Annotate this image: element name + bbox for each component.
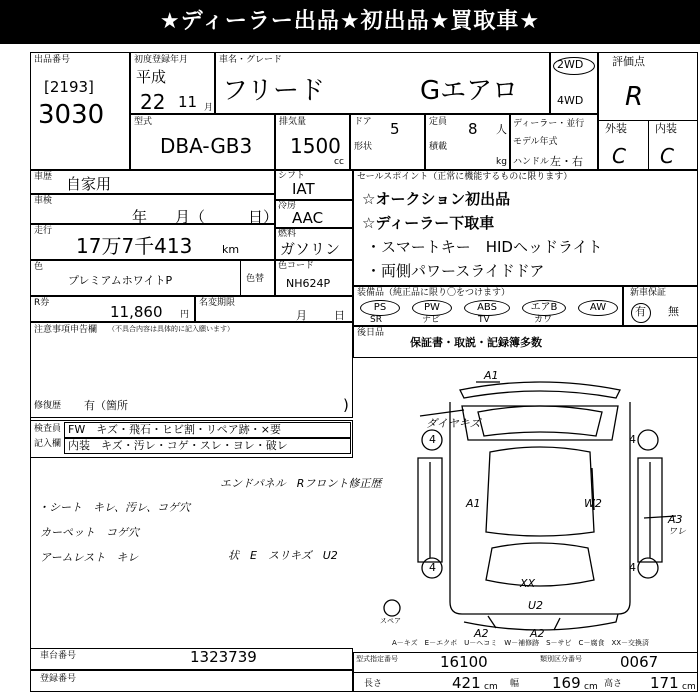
diagram-a1-top: A1 <box>484 369 499 382</box>
repair-label: 修復歴 <box>34 401 62 411</box>
fuel-label: 燃料 <box>278 229 297 239</box>
sales-point-1: ☆オークション初出品 <box>362 190 511 208</box>
ac-value: AAC <box>292 209 324 227</box>
chassis-label: 車台番号 <box>40 651 77 661</box>
newcar-yes: 有 <box>635 305 646 318</box>
equip-label: 装備品（純正品に限り〇をつけます） <box>357 288 511 298</box>
name-change-day: 日 <box>334 309 345 322</box>
sales-point-4: ・両側パワースライドドア <box>366 262 545 280</box>
capacity-value: 8 <box>468 120 478 138</box>
height-value: 171 <box>650 674 679 692</box>
equip-aw: AW <box>578 300 618 316</box>
lot-number: 3030 <box>38 100 105 130</box>
mileage-label: 走行 <box>34 226 53 236</box>
score-ext: C <box>612 144 626 168</box>
model-name: フリード <box>222 76 325 106</box>
equip-sr: SR <box>370 315 382 325</box>
drive-2wd: 2WD <box>557 58 584 71</box>
name-change-label: 名変期限 <box>199 298 236 308</box>
height-unit: cm <box>682 682 696 692</box>
newcar-no: 無 <box>668 305 679 318</box>
shape-label: 形状 <box>354 142 373 152</box>
load-unit: kg <box>496 157 507 167</box>
displacement-unit: cc <box>334 157 344 167</box>
diagram-wr: ワレ <box>668 527 687 537</box>
reg-year: 22 <box>140 90 166 114</box>
class-num-value: 0067 <box>620 653 659 671</box>
type-label: 型式 <box>134 117 153 127</box>
diagram-u2: U2 <box>528 599 544 612</box>
diagram-a2-right: A2 <box>530 627 545 640</box>
equip-pw: PW <box>412 300 452 316</box>
rear-value: 保証書・取説・記録簿多数 <box>410 336 542 349</box>
repair-value: 有（箇所 <box>84 399 128 412</box>
tire-rl: 4 <box>429 561 436 574</box>
length-unit: cm <box>484 682 498 692</box>
reg-month: 11 <box>178 93 198 111</box>
score-value: R <box>625 82 644 112</box>
drive-4wd: 4WD <box>557 94 584 107</box>
model-year-label: モデル年式 <box>513 137 558 147</box>
diagram-a1-mid: A1 <box>466 497 481 510</box>
type-desig-label: 型式指定番号 <box>356 655 398 663</box>
diagram-a2-left: A2 <box>474 627 489 640</box>
chassis-value: 1323739 <box>190 648 257 666</box>
handle-value: 左・右 <box>550 155 583 168</box>
inspection-month: 月（ <box>175 208 206 226</box>
sales-point-2: ☆ディーラー下取車 <box>362 214 495 232</box>
usage-value: 自家用 <box>66 175 112 193</box>
diagram-w2: W2 <box>584 497 602 510</box>
length-label: 長さ <box>364 679 383 689</box>
capacity-label: 定員 <box>429 117 448 127</box>
regnum-label: 登録番号 <box>40 674 77 684</box>
hand-note-3: カーペット コゲ穴 <box>40 526 139 539</box>
length-value: 421 <box>452 674 481 692</box>
type-desig-value: 16100 <box>440 653 488 671</box>
reg-label: 初度登録年月 <box>134 55 189 65</box>
width-value: 169 <box>552 674 581 692</box>
inspection-day: 日） <box>248 208 279 226</box>
shift-value: IAT <box>292 180 315 198</box>
sales-point-3: ・スマートキー HIDヘッドライト <box>366 238 603 256</box>
score-label: 評価点 <box>612 55 645 68</box>
color-code-label: 色コード <box>278 261 315 271</box>
type-value: DBA-GB3 <box>160 134 253 158</box>
title-banner: ★ディーラー出品★初出品★買取車★ <box>0 0 700 44</box>
mileage-unit: km <box>222 243 240 256</box>
mileage-value: 17万7千413 <box>76 234 193 258</box>
tire-fl: 4 <box>429 433 436 446</box>
capacity-unit: 人 <box>496 123 507 136</box>
usage-label: 車歴 <box>34 172 53 182</box>
equip-airbag: エアB <box>522 300 566 316</box>
dealer-label: ディーラー・並行 <box>513 119 585 129</box>
notes-label: 注意事項申告欄 <box>34 325 98 335</box>
hand-note-4: アームレスト キレ <box>40 551 139 564</box>
color-value: プレミアムホワイトP <box>68 274 173 287</box>
height-label: 高さ <box>604 679 623 689</box>
inspector-fw-row: FW キズ・飛石・ヒビ割・リペア跡・×要 <box>68 423 281 436</box>
hand-note-1: エンドパネル Rフロント修正歴 <box>220 477 382 490</box>
diagram-a3: A3 <box>668 513 683 526</box>
tire-rr: 4 <box>629 561 636 574</box>
lot-label: 出品番号 <box>34 55 71 65</box>
equip-leather: カワ <box>534 315 553 325</box>
name-change-month: 月 <box>296 309 307 322</box>
hand-note-5: 状 E スリキズ U2 <box>228 549 338 562</box>
rear-label: 後日品 <box>357 328 385 338</box>
color-label: 色 <box>34 262 44 272</box>
doors-value: 5 <box>390 120 400 138</box>
handle-label: ハンドル <box>513 157 550 167</box>
inspection-label: 車検 <box>34 196 53 206</box>
class-num-label: 類別区分番号 <box>540 655 582 663</box>
shift-label: シフト <box>278 171 306 181</box>
diagram-xx: XX <box>520 577 536 590</box>
score-int: C <box>660 144 674 168</box>
newcar-label: 新車保証 <box>630 288 667 298</box>
recycle-unit: 円 <box>180 310 190 320</box>
width-label: 幅 <box>510 679 520 689</box>
inspector-label2: 記入欄 <box>34 439 62 449</box>
inspection-box <box>30 194 275 224</box>
fuel-value: ガソリン <box>280 240 341 258</box>
legend: A－キズ E－エクボ U－ヘコミ W－補修跡 S－サビ C－腐食 XX－交換済 <box>392 639 650 647</box>
recycle-label: R券 <box>34 298 50 308</box>
equip-abs: ABS <box>464 300 510 316</box>
sales-label: セールスポイント（正常に機能するものに限ります） <box>357 172 573 182</box>
ac-label: 冷房 <box>278 201 297 211</box>
inspection-year: 年 <box>132 208 148 226</box>
load-label: 積載 <box>429 142 448 152</box>
score-ext-label: 外装 <box>605 122 627 135</box>
model-grade: Gエアロ <box>420 76 519 106</box>
displacement-value: 1500 <box>290 134 341 158</box>
reg-month-unit: 月 <box>204 103 214 113</box>
reg-era: 平成 <box>136 68 167 86</box>
equip-navi: ナビ <box>422 315 441 325</box>
score-int-label: 内装 <box>655 122 677 135</box>
color-swap-label: 色替 <box>246 274 265 284</box>
width-unit: cm <box>584 682 598 692</box>
spare-label: スペア <box>380 617 401 625</box>
regnum-box <box>30 670 353 692</box>
lot-code: [2193] <box>44 78 94 96</box>
damage-tag: ダイヤキズ <box>426 417 481 430</box>
displacement-label: 排気量 <box>279 117 307 127</box>
hand-note-2: ・シート キレ、汚レ、コゲ穴 <box>38 501 191 514</box>
equip-tv: TV <box>478 315 490 325</box>
tire-fr: 4 <box>629 433 636 446</box>
inspector-label1: 検査員 <box>34 424 62 434</box>
equip-ps: PS <box>360 300 400 316</box>
recycle-value: 11,860 <box>110 303 163 321</box>
doors-label: ドア <box>354 117 372 127</box>
auction-sheet: ★ディーラー出品★初出品★買取車★ 出品番号 [2193] 3030 初度登録年月 平成 22 11 月 車名・グレード フリード Gエアロ 2WD 4WD 評価点 R 外装 内装 C C 型式 DBA-GB3 排気量 1500 cc ドア 5 形状 定員 8 人 積載 kg ディーラー・並行 モデル年式 ハンドル 左・右 車歴 自家用 車検 年 月（ 日） 走行 17万7千413 km 色 プレミアムホワイトP 色替 R券 11,860 円 名変期限 月 日 シフト IAT 冷房 AAC 燃料 ガソリン 色コード NH624P セールスポイント（正常に機能するものに限ります） ☆オークション初出品 ☆ディーラー下取車 ・スマートキー HIDヘッドライト ・両側パワースライドドア 装備品（純正品に限り〇をつけます） PS SR PW ナビ ABS TV エアB カワ AW 新車保証 有 無 後日品 保証書・取説・記録簿多数 注意事項申告欄 （不具合内容は具体的に記入願います） 修復歴 有（箇所 ) 検査員 記入欄 FW キズ・飛石・ヒビ割・リペア跡・×要 内装 キズ・汚レ・コゲ・スレ・ヨレ・破レ エンドパネル Rフロント修正歴 ・シート キレ、汚レ、コゲ穴 カーペット コゲ穴 アームレスト キレ 状 E スリキズ U2 ダイヤキズ A1 A1 W2 A3 ワレ XX U2 A2 A2 4 4 4 4 スペア A－キズ E－エクボ U－ヘコミ W－補修跡 S－サビ C－腐食 XX－交換済 車台番号 1323739 登録番号 型式指定番号 16100 類別区分番号 0067 長さ 421 cm 幅 169 cm 高さ 171 cm <box>0 0 700 700</box>
model-label: 車名・グレード <box>219 55 283 65</box>
inspector-int-row: 内装 キズ・汚レ・コゲ・スレ・ヨレ・破レ <box>68 439 288 452</box>
color-code-value: NH624P <box>286 277 331 290</box>
notes-box <box>30 322 353 418</box>
notes-hint: （不具合内容は具体的に記入願います） <box>108 325 234 333</box>
